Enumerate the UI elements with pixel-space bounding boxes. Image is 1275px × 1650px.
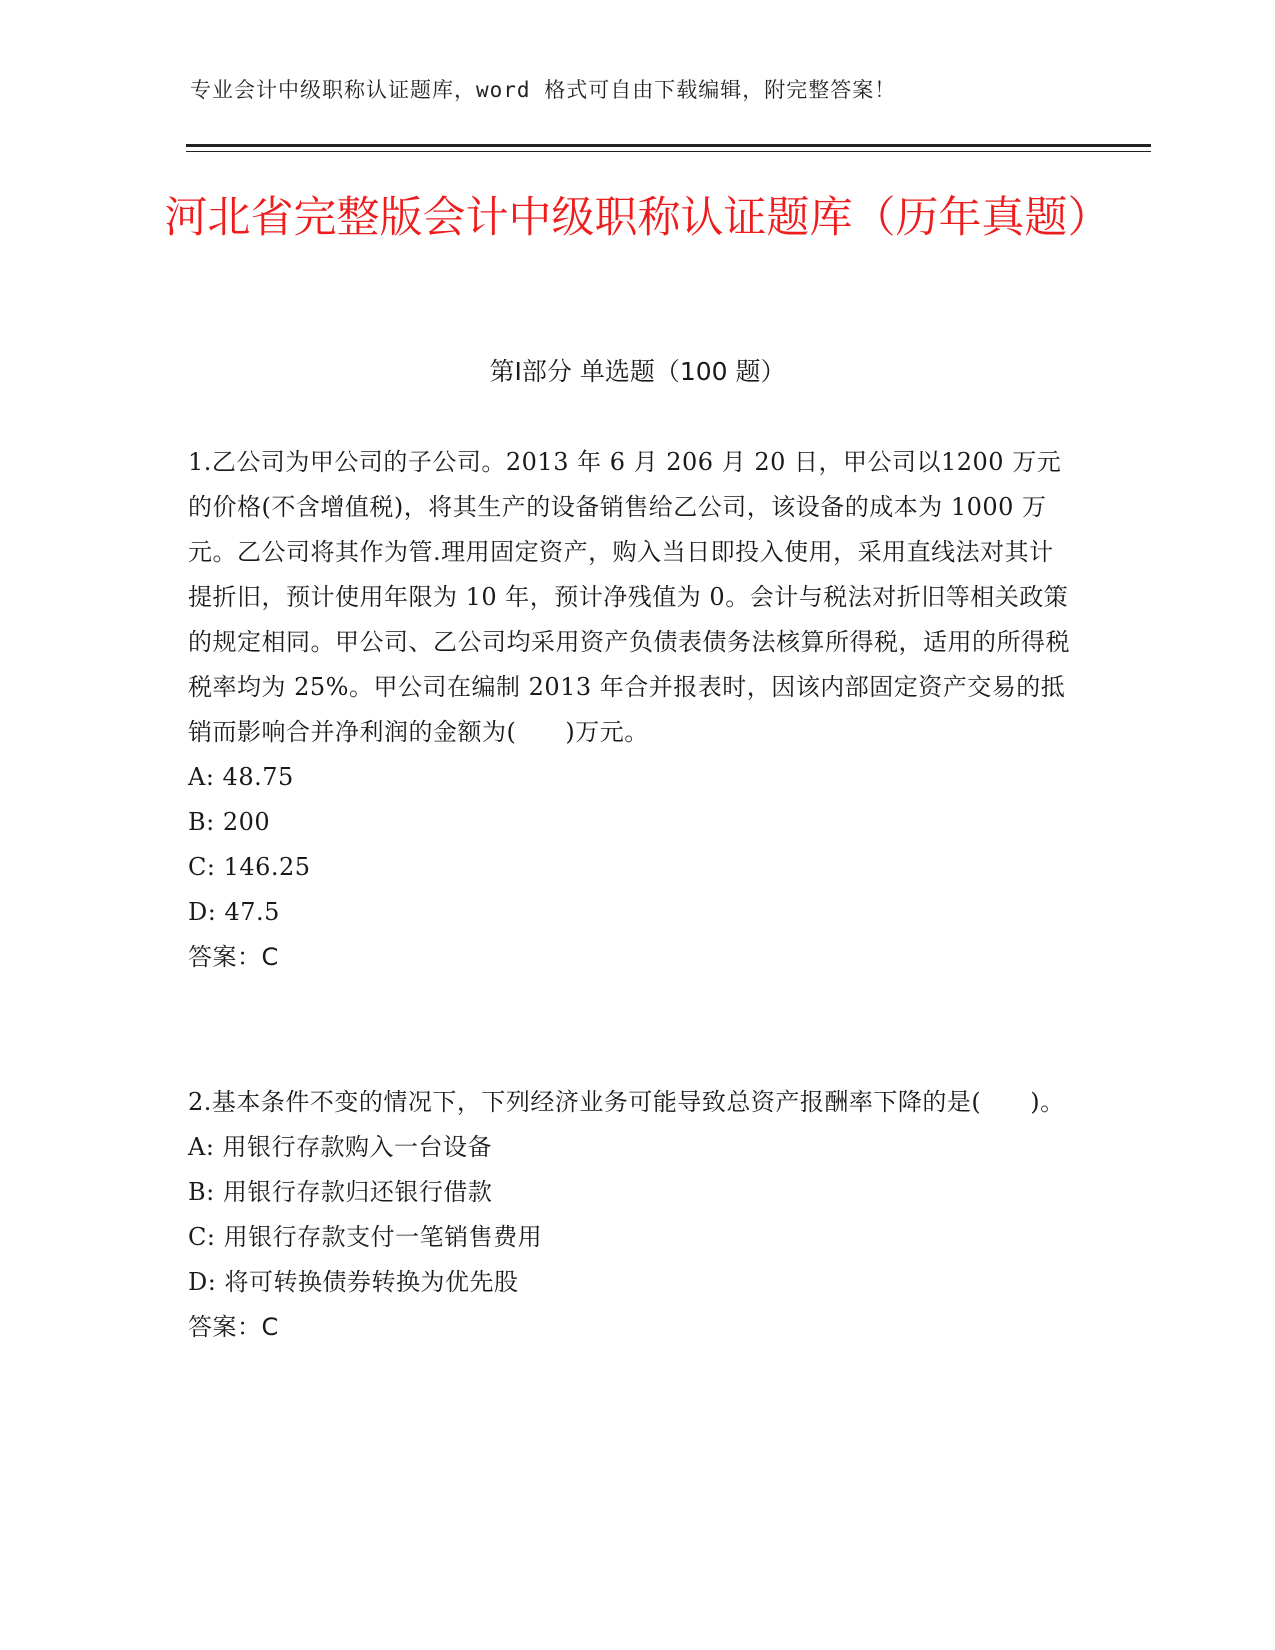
question-1 <box>188 440 1073 979</box>
question-2 <box>188 1080 1073 1349</box>
question-stem: 1.乙公司为甲公司的子公司。2013 年 6 月 206 月 20 日，甲公司以1200 万元的价格(不含增值税)，将其生产的设备销售给乙公司，该设备的成本为 1000 万元。乙公司将其作为管.理用固定资产，购入当日即投入使用，采用直线法对其计提折旧，预计使用年限为 10 年，预计净残值为 0。会计与税法对折旧等相关政策的规定相同。甲公司、乙公司均采用资产负债表债务法核算所得税，适用的所得税税率均为 25%。甲公司在编制 2013 年合并报表时，因该内部固定资产交易的抵销而影响合并净利润的金额为( )万元。 <box>188 448 1070 746</box>
header-rule-thick <box>186 144 1151 147</box>
option-d: D: 47.5 <box>188 898 280 926</box>
option-b: B: 用银行存款归还银行借款 <box>188 1178 493 1206</box>
option-c: C: 146.25 <box>188 853 311 881</box>
option-b: B: 200 <box>188 808 271 836</box>
option-a: A: 用银行存款购入一台设备 <box>188 1133 493 1161</box>
answer: 答案：C <box>188 943 279 971</box>
document-title: 河北省完整版会计中级职称认证题库（历年真题） <box>164 193 1111 243</box>
header-rule-thin <box>186 151 1151 152</box>
question-stem: 2.基本条件不变的情况下，下列经济业务可能导致总资产报酬率下降的是( )。 <box>188 1088 1065 1116</box>
section-heading: 第Ⅰ部分 单选题（100 题） <box>489 357 786 386</box>
option-d: D: 将可转换债券转换为优先股 <box>188 1268 519 1296</box>
option-c: C: 用银行存款支付一笔销售费用 <box>188 1223 543 1251</box>
option-a: A: 48.75 <box>188 763 294 791</box>
answer: 答案：C <box>188 1313 279 1341</box>
header-note: 专业会计中级职称认证题库，word 格式可自由下载编辑，附完整答案！ <box>190 78 897 102</box>
